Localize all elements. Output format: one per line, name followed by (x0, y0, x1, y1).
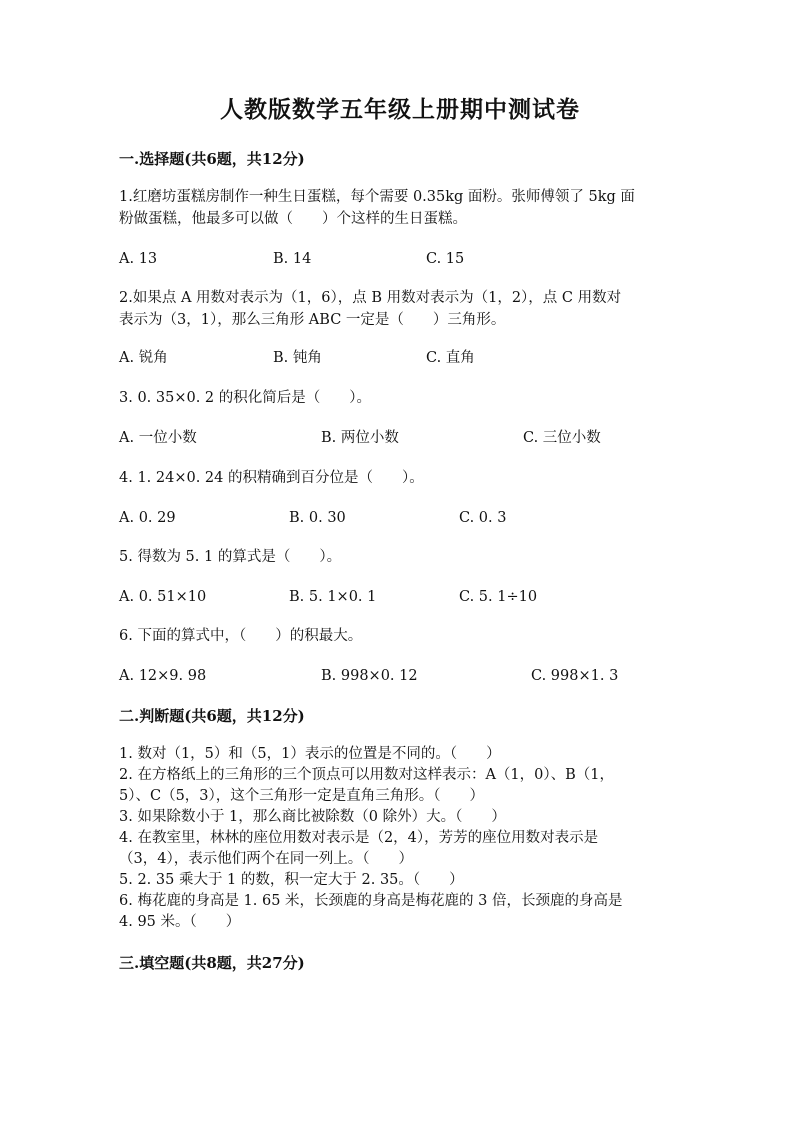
question-4-option-b: B. 0. 30 (289, 510, 346, 526)
question-5-line-1: 5. 得数为 5. 1 的算式是（ ）。 (119, 549, 342, 565)
question-1-option-a: A. 13 (119, 251, 158, 267)
question-5-option-b: B. 5. 1×0. 1 (289, 589, 377, 605)
question-1-option-b: B. 14 (273, 251, 312, 267)
page-title: 人教版数学五年级上册期中测试卷 (220, 96, 580, 123)
tf-line: 1. 数对（1，5）和（5，1）表示的位置是不同的。（ ） (119, 746, 501, 762)
question-5-option-c: C. 5. 1÷10 (459, 589, 538, 605)
tf-line: （3，4），表示他们两个在同一列上。（ ） (119, 851, 413, 867)
question-1-line-2: 粉做蛋糕，他最多可以做（ ）个这样的生日蛋糕。 (119, 211, 467, 227)
question-6-line-1: 6. 下面的算式中，（ ）的积最大。 (119, 628, 363, 644)
question-2-option-c: C. 直角 (426, 350, 475, 366)
question-4-option-a: A. 0. 29 (119, 510, 176, 526)
tf-line: 4. 95 米。（ ） (119, 914, 241, 930)
section-heading-fill-in: 三.填空题(共8题，共27分) (119, 954, 305, 972)
question-4-option-c: C. 0. 3 (459, 510, 507, 526)
question-2-option-b: B. 钝角 (273, 350, 322, 366)
question-2-line-2: 表示为（3，1），那么三角形 ABC 一定是（ ）三角形。 (119, 312, 506, 328)
section-heading-choice: 一.选择题(共6题，共12分) (119, 150, 305, 168)
tf-line: 4. 在教室里，林林的座位用数对表示是（2，4），芳芳的座位用数对表示是 (119, 830, 599, 846)
section-heading-true-false: 二.判断题(共6题，共12分) (119, 707, 305, 725)
tf-line: 2. 在方格纸上的三角形的三个顶点可以用数对这样表示：A（1，0）、B（1， (119, 767, 614, 783)
question-2-option-a: A. 锐角 (119, 350, 168, 366)
tf-line: 5）、C（5，3），这个三角形一定是直角三角形。（ ） (119, 788, 485, 804)
question-6-option-c: C. 998×1. 3 (531, 668, 619, 684)
tf-line: 5. 2. 35 乘大于 1 的数，积一定大于 2. 35。（ ） (119, 872, 464, 888)
question-3-line-1: 3. 0. 35×0. 2 的积化简后是（ ）。 (119, 390, 372, 406)
question-6-option-b: B. 998×0. 12 (321, 668, 418, 684)
tf-line: 3. 如果除数小于 1，那么商比被除数（0 除外）大。（ ） (119, 809, 506, 825)
question-1-line-1: 1.红磨坊蛋糕房制作一种生日蛋糕，每个需要 0.35kg 面粉。张师傅领了 5kg 面 (119, 189, 635, 205)
question-2-line-1: 2.如果点 A 用数对表示为（1，6），点 B 用数对表示为（1，2），点 C 用数对 (119, 290, 622, 306)
question-5-option-a: A. 0. 51×10 (119, 589, 207, 605)
question-3-option-a: A. 一位小数 (119, 430, 197, 446)
question-4-line-1: 4. 1. 24×0. 24 的积精确到百分位是（ ）。 (119, 470, 424, 486)
question-3-option-c: C. 三位小数 (523, 430, 601, 446)
tf-line: 6. 梅花鹿的身高是 1. 65 米，长颈鹿的身高是梅花鹿的 3 倍，长颈鹿的身高是 (119, 893, 623, 909)
question-3-option-b: B. 两位小数 (321, 430, 399, 446)
question-1-option-c: C. 15 (426, 251, 465, 267)
question-6-option-a: A. 12×9. 98 (119, 668, 207, 684)
